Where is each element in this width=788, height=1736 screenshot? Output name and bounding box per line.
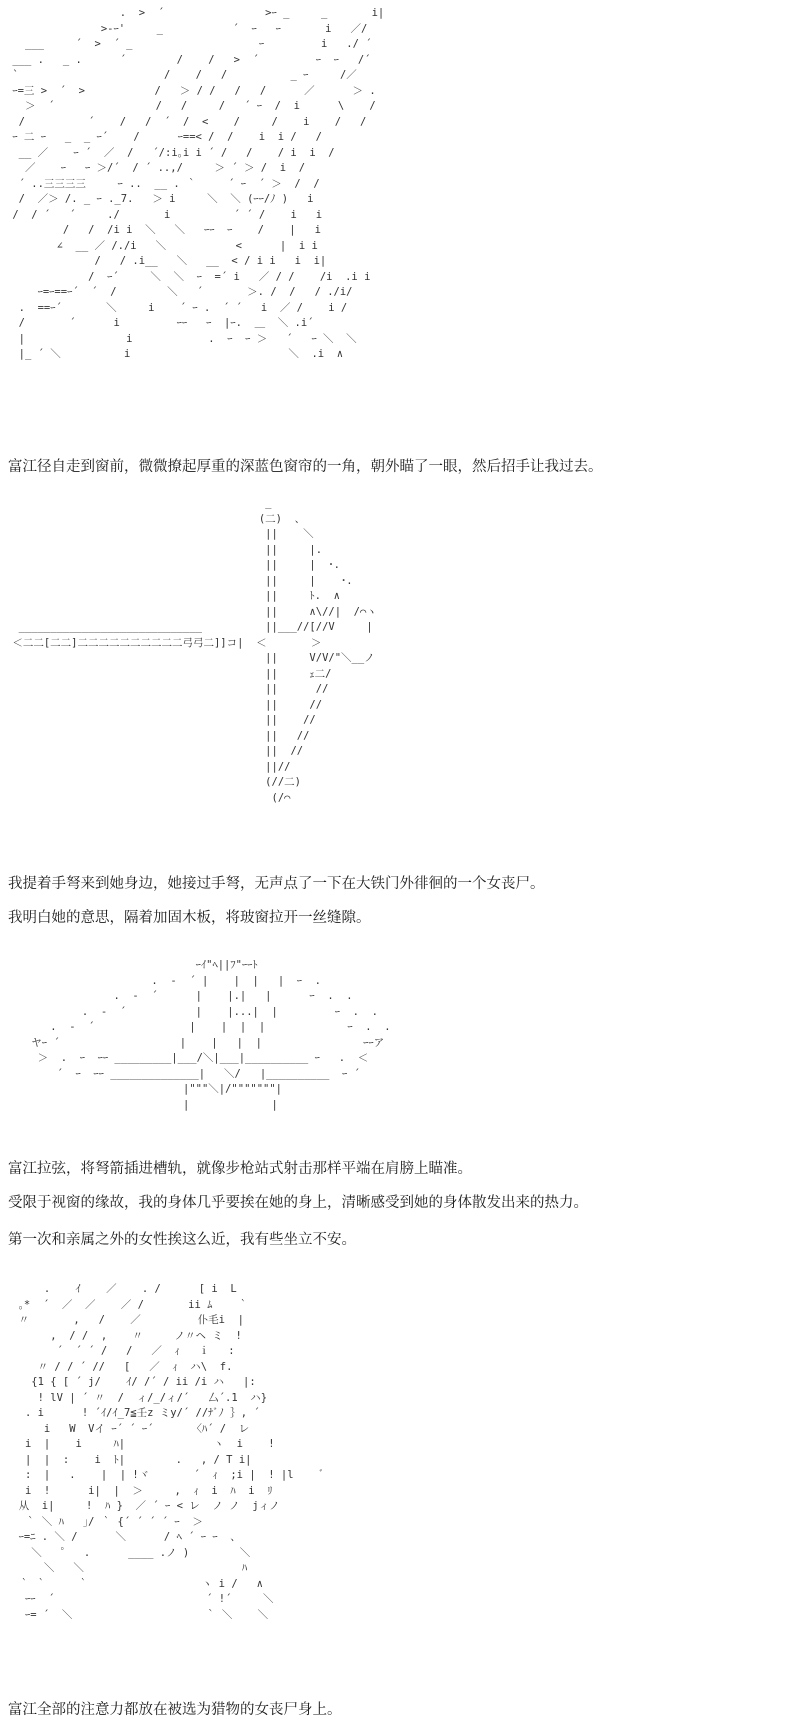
ascii-art-crossbow: _ (二) 、 || ＼ || |. || | ･. || | ･. || ﾄ. ∧ || ∧\//| /⌒ヽ _____________________________ ||___//[//V | ＜二二[二二]二二二二二二二二二二弓弓二]]コ| ＜ ＞ || V/V/"＼__ノ || ｪ二/ || // || // || // || // || // ||// (//二) (/⌒ [12, 497, 377, 804]
story-paragraph: 我提着手弩来到她身边，她接过手弩，无声点了一下在大铁门外徘徊的一个女丧尸。 [8, 876, 545, 892]
ascii-art-tomie-closeup: . ｲ ／ . / [ i L ｡* ´ ／ ／ ／ / ii ﾑ ｀ 〃 , / ／ 仆毛i | , / / , 〃 ノ〃ヘ ミ ! ´ ´ ´ / / ／ ｨ ｉ : 〃 / / ´ // [ ／ ｨ ハ\ f. {1 { [ ´ j/ ｲ/ /´ / ii /i ハ |: ! lV | ´ 〃 / ィ/_/ィ/´ 厶´.1 ハ} . i ! ´ｲ/ｲ_7≦壬z ミy/´ //ﾅﾞﾉ ｝, ´ i W Vイ ｰ´ ´ ｰ´ 〈ﾊ´ / レ i | i ﾊ| ヽ i ! | | : i ﾄ| . , / T i| : | . | | !ヾ ´ ｨ ;i | ! |l ゛ i ! i| | ＞ , ｨ i ﾊ i ﾘ 从 i| ! ﾊ } ／ ´ ｰ < レ ノ ノ jィノ ｀ ＼ ﾊ ｣/ ｀ {´ ´ ´ ´ ｰ ＞ ｰ=ﾆ . ＼ / ＼ / ﾍ ´ ｰ ｰ 、 ＼ ゜ . ____ .ノ ) ＼ ＼ ＼ ﾊ ｀ ｀ ｀ ヽ i / ∧ ｰｰ ´ ´ !´ ＼ ｰ= ´ ＼ ｀ ＼ ＼ [18, 1283, 330, 1621]
ascii-art-crossbow-aim: ｰｲ"ﾍ||ﾌ"ｰｰﾄ . - ´ | | | | ｰ . . - ´ | |.| | ｰ . . . - ´ | |...| | ｰ . . . - ´ | | | | ｰ . . ヤｰ ´ | | | | ｰｰア ＞ . ｰ ｰｰ _________|___/＼|___|__________ ｰ . ＜ ´ ｰ ｰｰ ______________| ＼/ |__________ ｰ ´ |"""＼|/"""""""| | | [31, 959, 391, 1111]
story-paragraph: 我明白她的意思，隔着加固木板，将玻窗拉开一丝缝隙。 [8, 910, 371, 926]
story-paragraph: 富江拉弦，将弩箭插进槽轨，就像步枪站式射击那样平端在肩膀上瞄准。 [8, 1161, 472, 1177]
story-paragraph: 受限于视窗的缘故，我的身体几乎要挨在她的身上，清晰感受到她的身体散发出来的热力。 [8, 1195, 588, 1211]
story-paragraph: 富江全部的注意力都放在被选为猎物的女丧尸身上。 [8, 1702, 342, 1718]
story-paragraph: 第一次和亲属之外的女性挨这么近，我有些坐立不安。 [8, 1232, 356, 1248]
story-paragraph: 富江径自走到窗前，微微撩起厚重的深蓝色窗帘的一角，朝外瞄了一眼，然后招手让我过去。 [8, 459, 603, 475]
ascii-art-tomie-portrait: . > ´ >ｰ _ _ i| >-ｰ' _ ´ ｰ ｰ i ／/ ___ ´ > ´ _ ｰ i ./ ´ ___ . _ . ´ / / > ´ ｰ ｰ /´ ` / / / _ ｰ /／ ｰ=三 > ´ > / ＞ / / / / ／ ＞ . ＞ ´ / / / ´ ｰ / i \ / / ´ / / ´ / < / / i / / ｰ 二 ｰ _ _ ｰ´ / ｰ==< / / i i / / __ ／ ｰ ´ ／ / ´/:i｡i i ´ / / / i i / ／ ｰ ｰ ＞/´ / ´ ..,/ ＞ ´ ＞ / i / ´ ..三三三三 ｰ .. __ . ｀ ´ ｰ ´ ＞ / / / ／＞ /. _ ｰ ._7. ＞ i ＼ ＼ (ｰｰ/ﾉ ) i / / ´ ´ ./ i ´ ´ / i i / / /i i ＼ ＼ ｰｰ ｰ / | i ∠ __ ／ /./i ＼ < | i i / / .i__ ＼ __ < / i i i i| / ｰ´ ＼ ＼ ｰ =´ i ／ / / /i .i i ｰ=ｰ==ｰ´ ´ / ＼ ´ ＞. / / / ./i/ . ==ｰ´ ＼ i ´ ｰ . ´ ´ i ／ / i / / ´ i ｰｰ ｰ |ｰ. ＿ ＼ .i´ | i . ｰ ｰ ＞ ´ ｰ ＼ ＼ |_ ´ ＼ i ＼ .i ∧ [12, 7, 385, 360]
